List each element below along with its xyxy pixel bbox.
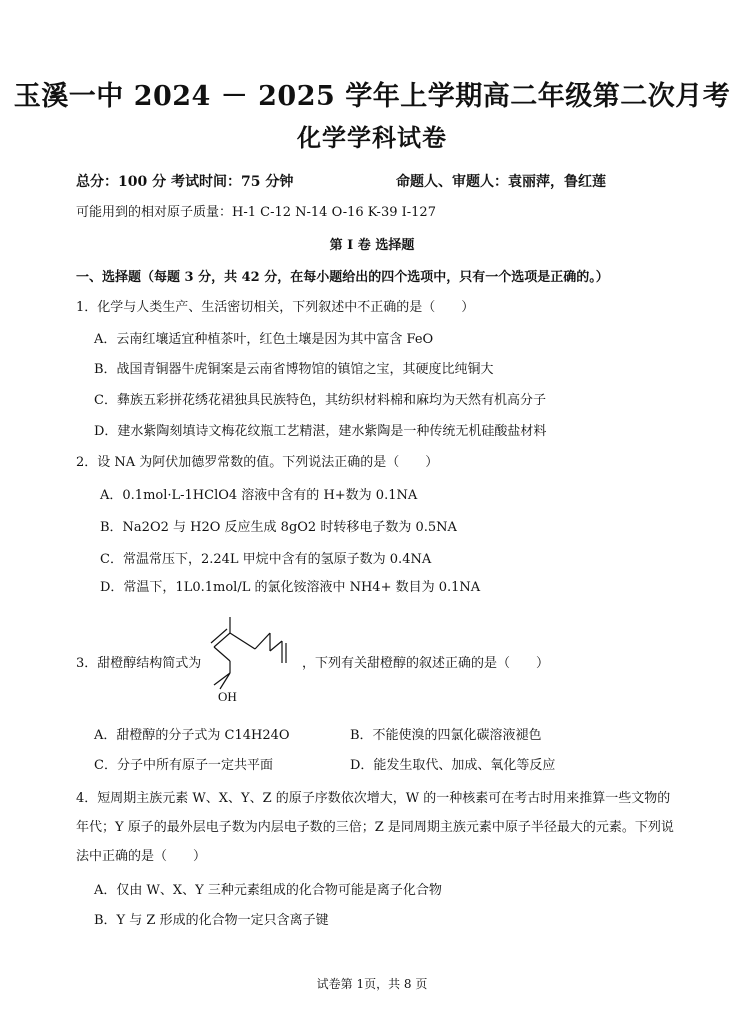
question-3-option-b: B．不能使溴的四氯化碳溶液褪色 bbox=[350, 728, 542, 743]
question-1-option-a: A．云南红壤适宜种植茶叶，红色土壤是因为其中富含 FeO bbox=[94, 332, 434, 347]
question-2-option-d: D．常温下，1L0.1mol/L 的氯化铵溶液中 NH4+ 数目为 0.1NA bbox=[100, 580, 481, 595]
question-1-option-b: B．战国青铜器牛虎铜案是云南省博物馆的镇馆之宝，其硬度比纯铜大 bbox=[94, 362, 494, 377]
question-2-option-b: B．Na2O2 与 H2O 反应生成 8gO2 时转移电子数为 0.5NA bbox=[100, 520, 457, 535]
question-3-stem-prefix: 3．甜橙醇结构简式为 bbox=[76, 656, 202, 671]
question-2-stem: 2．设 NA 为阿伏加德罗常数的值。下列说法正确的是（ ） bbox=[76, 455, 439, 470]
hydroxyl-label: OH bbox=[218, 689, 237, 704]
question-4-stem: 4．短周期主族元素 W、X、Y、Z 的原子序数依次增大，W 的一种核素可在考古时用来推算一些文物的年代；Y 原子的最外层电子数为内层电子数的三倍；Z 是同周期主族元素中原子半径最大的元素。下列说法中正确的是（ ） bbox=[76, 791, 674, 864]
question-1-option-c: C．彝族五彩拼花绣花裙独具民族特色，其纺织材料棉和麻均为天然有机高分子 bbox=[94, 393, 546, 408]
question-2-option-c: C．常温常压下，2.24L 甲烷中含有的氢原子数为 0.4NA bbox=[100, 552, 432, 567]
section-title: 一、选择题（每题 3 分，共 42 分，在每小题给出的四个选项中，只有一个选项是正确的。） bbox=[76, 270, 609, 285]
question-1-option-d: D．建水紫陶刻填诗文梅花纹瓶工艺精湛，建水紫陶是一种传统无机硅酸盐材料 bbox=[94, 424, 547, 439]
score-and-time: 总分：100 分 考试时间：75 分钟 bbox=[76, 174, 294, 190]
exam-subtitle: 化学学科试卷 bbox=[297, 123, 447, 152]
question-3-stem-suffix: ，下列有关甜橙醇的叙述正确的是（ ） bbox=[302, 656, 550, 671]
question-4-option-b: B．Y 与 Z 形成的化合物一定只含离子键 bbox=[94, 913, 329, 928]
bond bbox=[214, 647, 230, 661]
double-bond-second-line bbox=[211, 629, 227, 643]
question-4-option-a: A．仅由 W、X、Y 三种元素组成的化合物可能是离子化合物 bbox=[94, 883, 442, 898]
part-title: 第 I 卷 选择题 bbox=[329, 238, 415, 253]
sweet-orange-alcohol-structure bbox=[200, 605, 300, 705]
page-footer: 试卷第 1页，共 8 页 bbox=[316, 977, 428, 991]
authors: 命题人、审题人：袁丽萍，鲁红莲 bbox=[396, 174, 606, 190]
hydroxyl-bond bbox=[220, 673, 230, 689]
question-3-option-c: C．分子中所有原子一定共平面 bbox=[94, 758, 273, 773]
double-bond bbox=[214, 633, 230, 647]
question-1-stem: 1．化学与人类生产、生活密切相关，下列叙述中不正确的是（ ） bbox=[76, 300, 475, 315]
question-3-option-d: D．能发生取代、加成、氧化等反应 bbox=[350, 758, 556, 773]
methyl-bond bbox=[214, 673, 230, 685]
exam-title: 玉溪一中 2024 － 2025 学年上学期高二年级第二次月考 bbox=[13, 81, 731, 112]
atomic-masses: 可能用到的相对原子质量：H-1 C-12 N-14 O-16 K-39 I-127 bbox=[76, 205, 436, 220]
bond bbox=[230, 633, 255, 649]
question-2-option-a: A．0.1mol·L-1HClO4 溶液中含有的 H+数为 0.1NA bbox=[100, 488, 418, 503]
question-3-option-a: A．甜橙醇的分子式为 C14H24O bbox=[94, 728, 290, 743]
bond bbox=[255, 633, 270, 649]
bond bbox=[270, 641, 282, 651]
